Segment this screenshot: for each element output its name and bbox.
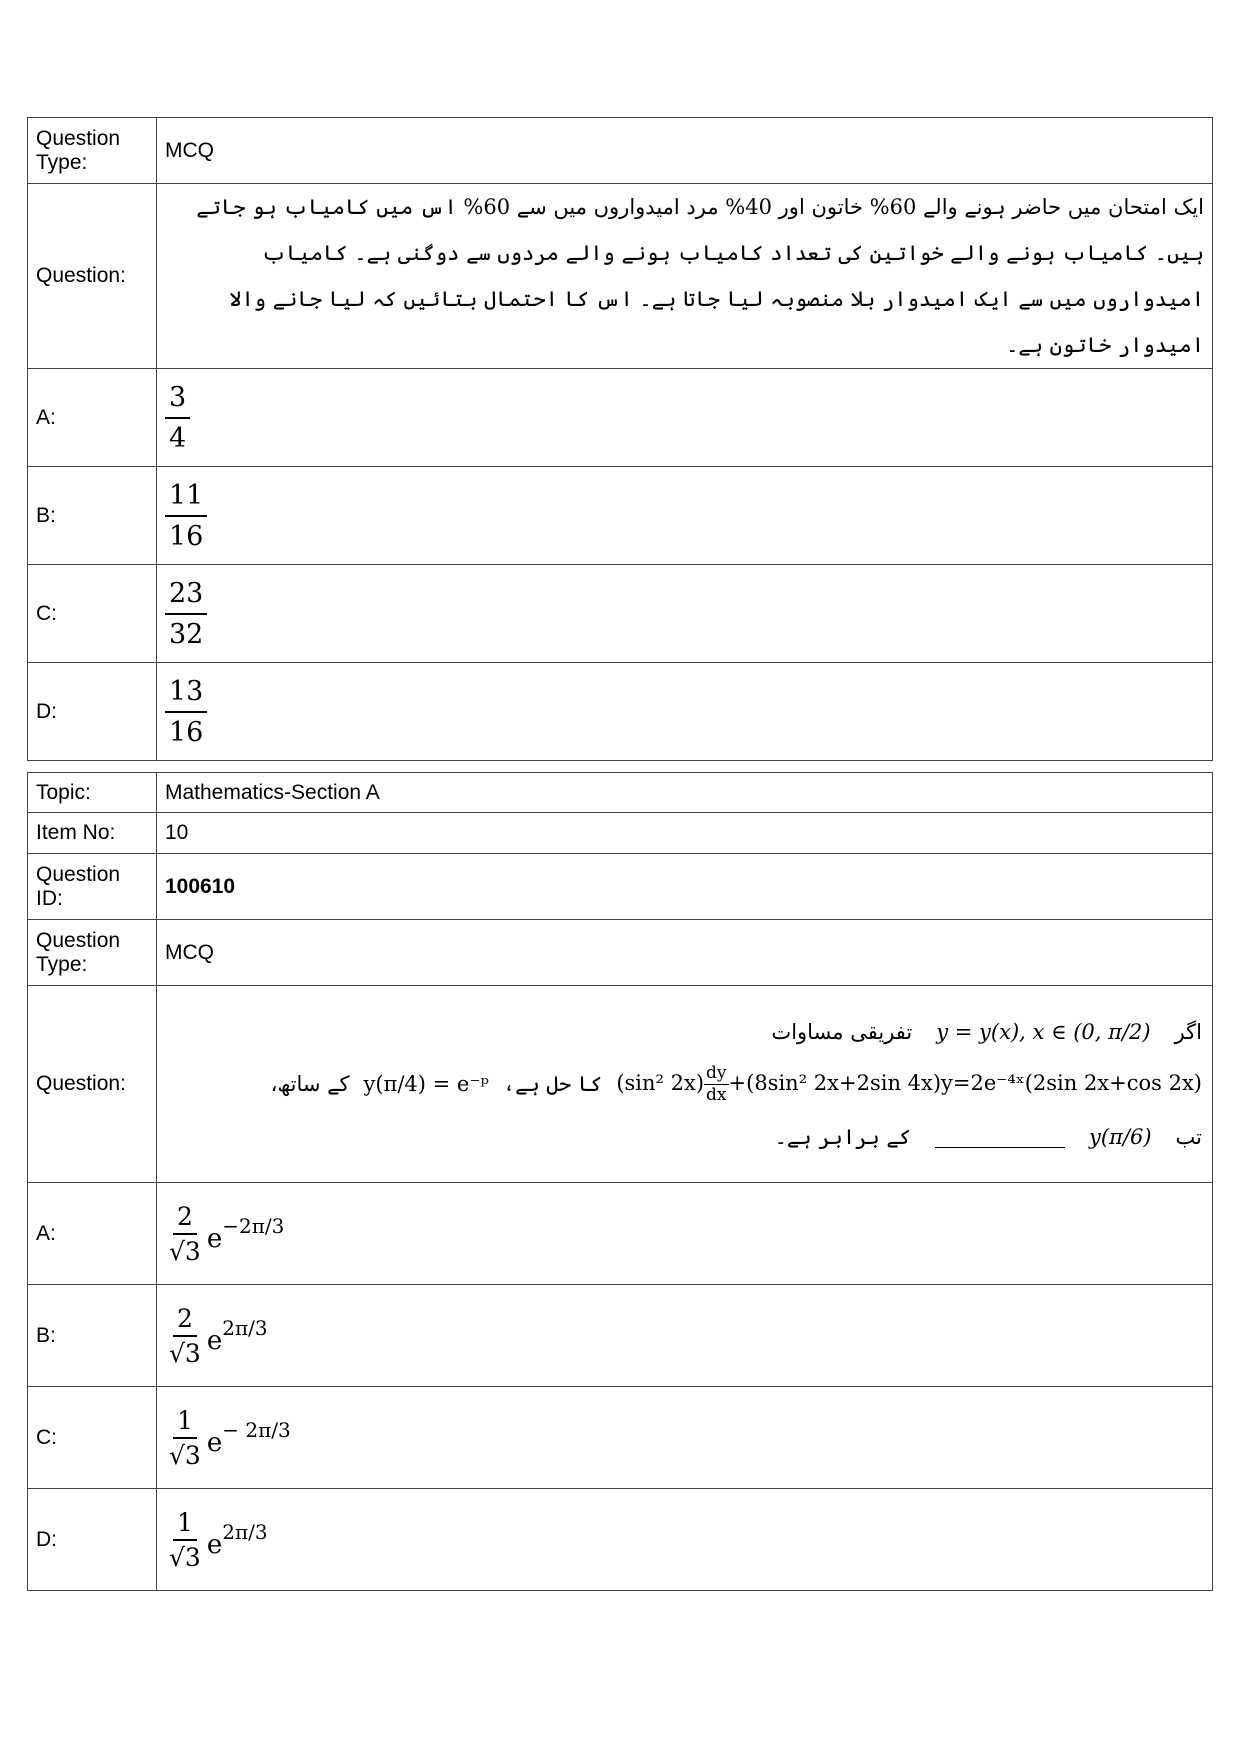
option-d-label-2: D: — [28, 1489, 157, 1591]
option-c-numerator: 23 — [165, 580, 207, 615]
option-c-fraction-2 — [165, 1405, 205, 1470]
option-b-label-2: B: — [28, 1285, 157, 1387]
q2-urdu-solution: کا حل ہے، — [502, 1072, 603, 1096]
option-a-numerator: 3 — [165, 384, 190, 419]
option-d-label: D: — [28, 663, 157, 761]
item-no-label: Item No: — [28, 813, 157, 854]
option-c-numerator-2: 1 — [173, 1408, 197, 1439]
question-line-2 — [167, 1062, 1202, 1105]
option-c-label: C: — [28, 565, 157, 663]
option-d-exponent: 2π/3 — [222, 1519, 268, 1544]
option-c-fraction — [165, 577, 207, 650]
topic-label: Topic: — [28, 773, 157, 813]
question-text: ایک امتحان میں حاضر ہونے والے 60% خاتون اور 40% مرد امیدواروں میں سے 60% اس میں کامیاب ہو جاتے ہیں۔ کامیاب ہونے والے خواتین کی تعداد کامیاب ہونے والے مردوں سے دوگنی ہے۔ کامیاب امیدواروں میں سے ایک امیدوار بلا منصوبہ لیا جاتا ہے۔ اس کا احتمال بتائیں کہ لیا جانے والا امیدوار خاتون ہے۔ — [157, 184, 1213, 369]
option-a-base: e — [206, 1223, 223, 1254]
q2-urdu-with: کے ساتھ، — [270, 1072, 350, 1096]
option-c-label-2: C: — [28, 1387, 157, 1489]
q2-domain-math: y = y(x), x ∈ (0, π/2) — [936, 1019, 1151, 1044]
q2-dx: dx — [706, 1084, 727, 1105]
option-d-value — [157, 663, 1213, 761]
option-c-value — [157, 565, 1213, 663]
option-a-exponential — [207, 1214, 284, 1254]
option-c-denominator-2: √3 — [169, 1440, 201, 1470]
option-b-label: B: — [28, 467, 157, 565]
q2-urdu-equals: کے برابر ہے۔ — [774, 1124, 912, 1149]
q2-urdu-if: اگر — [1174, 1019, 1202, 1044]
option-b-value-2 — [157, 1285, 1213, 1387]
q2-eq-right: +(8sin² 2x+2sin 4x)y=2e⁻⁴ˣ(2sin 2x+cos 2x) — [728, 1070, 1202, 1095]
option-c-denominator: 32 — [169, 618, 204, 650]
question-table-1 — [27, 117, 1213, 761]
option-row-d-2 — [28, 1489, 1213, 1591]
option-c-expression — [165, 1405, 291, 1470]
answer-blank — [935, 1125, 1065, 1148]
question-type-row-2 — [28, 920, 1213, 986]
option-d-base: e — [206, 1529, 223, 1560]
option-row-b-2 — [28, 1285, 1213, 1387]
option-d-value-2 — [157, 1489, 1213, 1591]
option-a-fraction — [165, 381, 190, 454]
option-a-label: A: — [28, 369, 157, 467]
option-d-fraction — [165, 675, 207, 748]
q2-urdu-diff-eq: تفریقی مساوات — [771, 1019, 913, 1044]
option-b-fraction-2 — [165, 1303, 205, 1368]
q2-urdu-then: تب — [1175, 1124, 1202, 1149]
option-d-expression — [165, 1507, 268, 1572]
option-c-exponential — [207, 1418, 291, 1458]
q2-initial-condition: y(π/4) = e⁻ᵖ — [363, 1072, 489, 1096]
q2-eq-left: (sin² 2x) — [616, 1070, 705, 1095]
topic-value: Mathematics-Section A — [157, 773, 1213, 813]
option-b-expression — [165, 1303, 268, 1368]
option-d-fraction-2 — [165, 1507, 205, 1572]
option-a-denominator-2: √3 — [169, 1236, 201, 1266]
question-type-label-2: Question Type: — [28, 920, 157, 986]
option-a-exponent: −2π/3 — [222, 1213, 285, 1238]
option-c-value-2 — [157, 1387, 1213, 1489]
option-row-b — [28, 467, 1213, 565]
option-b-value — [157, 467, 1213, 565]
option-d-numerator: 13 — [165, 678, 207, 713]
question-id-label: Question ID: — [28, 854, 157, 920]
option-b-denominator: 16 — [169, 520, 204, 552]
option-row-d — [28, 663, 1213, 761]
option-d-exponential — [207, 1520, 268, 1560]
option-a-value — [157, 369, 1213, 467]
option-d-denominator-2: √3 — [169, 1542, 201, 1572]
option-c-base: e — [206, 1427, 223, 1458]
option-b-denominator-2: √3 — [169, 1338, 201, 1368]
question-text-2 — [157, 986, 1213, 1183]
option-row-a-2 — [28, 1183, 1213, 1285]
question-row — [28, 184, 1213, 369]
option-b-exponent: 2π/3 — [222, 1315, 268, 1340]
item-no-value: 10 — [157, 813, 1213, 854]
option-d-numerator-2: 1 — [173, 1510, 197, 1541]
option-b-exponential — [207, 1316, 268, 1356]
question-line-1 — [167, 1017, 1202, 1047]
option-b-numerator: 11 — [165, 482, 207, 517]
option-row-a — [28, 369, 1213, 467]
question-type-value: MCQ — [157, 118, 1213, 184]
topic-row — [28, 773, 1213, 813]
q2-dy-dx — [704, 1062, 729, 1105]
option-a-expression — [165, 1201, 285, 1266]
option-c-exponent: − 2π/3 — [222, 1417, 291, 1442]
option-d-denominator: 16 — [169, 716, 204, 748]
option-b-numerator-2: 2 — [173, 1306, 197, 1337]
question-id-value: 100610 — [157, 854, 1213, 920]
question-type-label: Question Type: — [28, 118, 157, 184]
option-b-fraction — [165, 479, 207, 552]
option-a-value-2 — [157, 1183, 1213, 1285]
option-row-c-2 — [28, 1387, 1213, 1489]
option-a-numerator-2: 2 — [173, 1204, 197, 1235]
question-row-2 — [28, 986, 1213, 1183]
question-label-2: Question: — [28, 986, 157, 1183]
question-line-3 — [167, 1122, 1202, 1152]
option-a-label-2: A: — [28, 1183, 157, 1285]
option-row-c — [28, 565, 1213, 663]
option-a-denominator: 4 — [169, 422, 187, 454]
question-type-row — [28, 118, 1213, 184]
q2-diff-equation — [616, 1062, 1202, 1105]
question-label: Question: — [28, 184, 157, 369]
q2-target-value: y(π/6) — [1089, 1124, 1152, 1149]
question-type-value-2: MCQ — [157, 920, 1213, 986]
item-no-row — [28, 813, 1213, 854]
option-b-base: e — [206, 1325, 223, 1356]
q2-dy: dy — [706, 1062, 727, 1083]
question-table-2 — [27, 772, 1213, 1591]
question-id-row — [28, 854, 1213, 920]
option-a-fraction-2 — [165, 1201, 205, 1266]
